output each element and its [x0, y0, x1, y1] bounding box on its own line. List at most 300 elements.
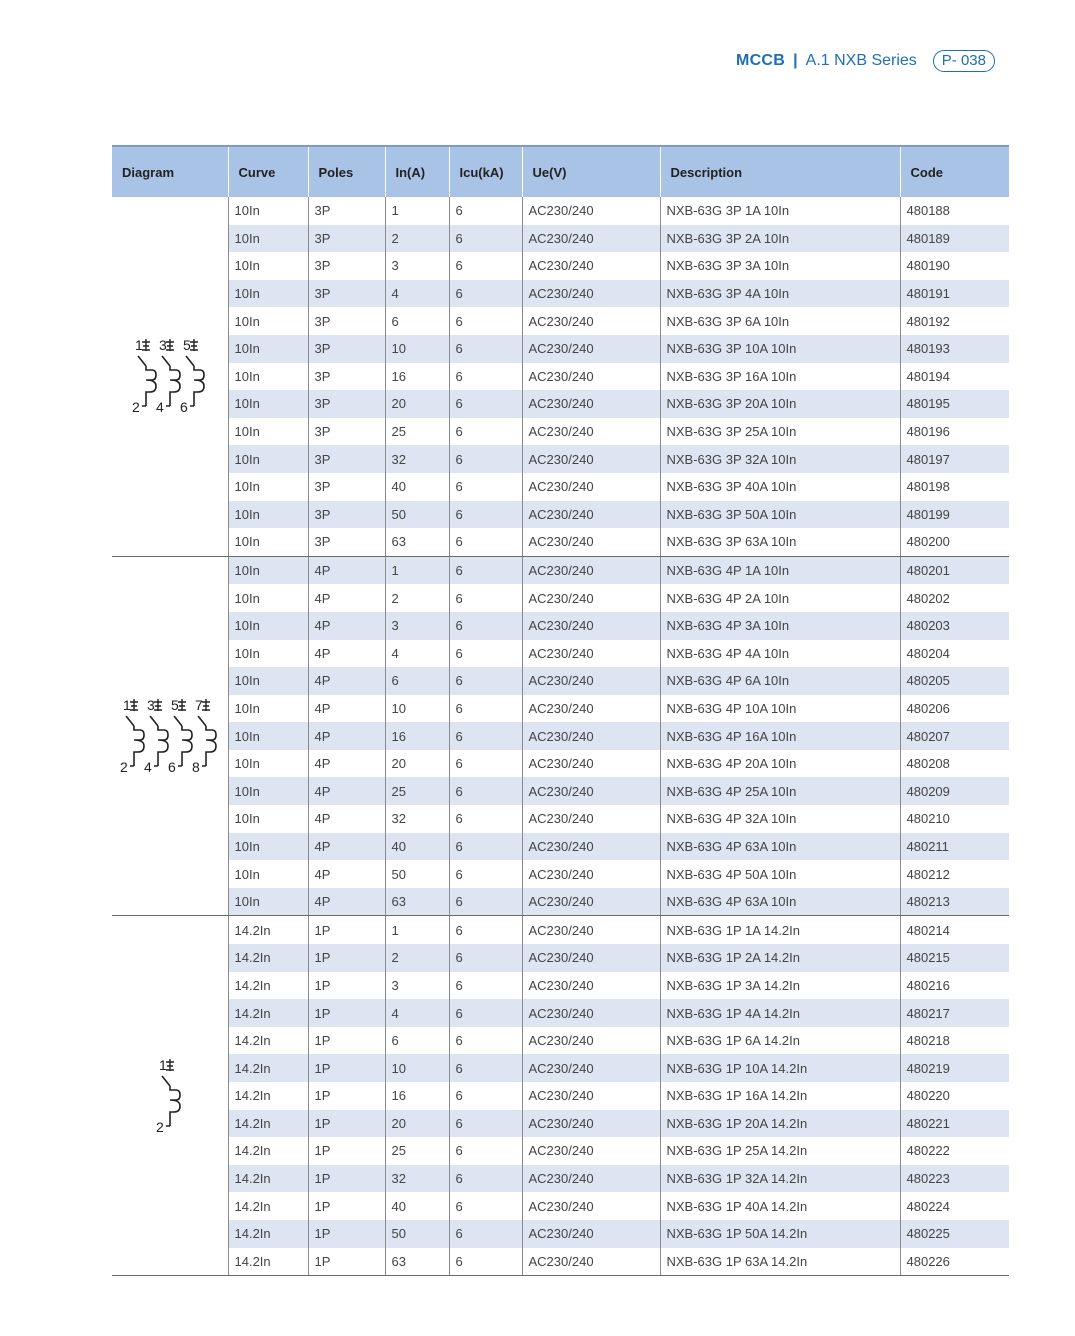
column-header-icu: Icu(kA) — [449, 146, 522, 197]
header-brand: MCCB — [735, 52, 786, 69]
table-row — [112, 612, 1009, 640]
cell-curve: 14.2In — [228, 1137, 308, 1165]
cell-description: NXB-63G 3P 4A 10In — [660, 280, 900, 308]
cell-description: NXB-63G 4P 2A 10In — [660, 584, 900, 612]
cell-in: 20 — [385, 390, 449, 418]
table-row — [112, 833, 1009, 861]
cell-description: NXB-63G 1P 40A 14.2In — [660, 1192, 900, 1220]
cell-ue: AC230/240 — [522, 280, 660, 308]
table-row — [112, 722, 1009, 750]
cell-description: NXB-63G 1P 4A 14.2In — [660, 999, 900, 1027]
cell-icu: 6 — [449, 280, 522, 308]
cell-code: 480199 — [900, 501, 1009, 529]
cell-poles: 3P — [308, 473, 385, 501]
table-row — [112, 1082, 1009, 1110]
cell-icu: 6 — [449, 1027, 522, 1055]
cell-icu: 6 — [449, 1192, 522, 1220]
table-row — [112, 1137, 1009, 1165]
cell-curve: 14.2In — [228, 1110, 308, 1138]
breaker-contact-symbol — [162, 1076, 180, 1126]
cell-description: NXB-63G 4P 3A 10In — [660, 612, 900, 640]
terminal-label-bottom: 6 — [179, 399, 188, 416]
column-header-ue: Ue(V) — [522, 146, 660, 197]
cell-poles: 3P — [308, 390, 385, 418]
cell-description: NXB-63G 4P 63A 10In — [660, 833, 900, 861]
page-header — [736, 50, 995, 72]
cell-in: 25 — [385, 418, 449, 446]
table-row — [112, 197, 1009, 225]
cell-icu: 6 — [449, 860, 522, 888]
cell-description: NXB-63G 4P 20A 10In — [660, 750, 900, 778]
cell-curve: 10In — [228, 335, 308, 363]
terminal-symbol — [142, 339, 150, 351]
cell-poles: 3P — [308, 225, 385, 253]
cell-in: 40 — [385, 473, 449, 501]
cell-icu: 6 — [449, 944, 522, 972]
cell-description: NXB-63G 3P 50A 10In — [660, 501, 900, 529]
cell-poles: 4P — [308, 640, 385, 668]
cell-icu: 6 — [449, 750, 522, 778]
cell-icu: 6 — [449, 528, 522, 556]
cell-icu: 6 — [449, 418, 522, 446]
cell-in: 20 — [385, 1110, 449, 1138]
cell-poles: 3P — [308, 528, 385, 556]
cell-code: 480205 — [900, 667, 1009, 695]
cell-code: 480189 — [900, 225, 1009, 253]
cell-ue: AC230/240 — [522, 307, 660, 335]
table-row — [112, 1110, 1009, 1138]
cell-curve: 14.2In — [228, 944, 308, 972]
cell-curve: 14.2In — [228, 999, 308, 1027]
cell-icu: 6 — [449, 640, 522, 668]
cell-description: NXB-63G 1P 6A 14.2In — [660, 1027, 900, 1055]
cell-ue: AC230/240 — [522, 197, 660, 225]
table-body — [112, 197, 1009, 1276]
diagram-cell — [112, 197, 228, 556]
cell-ue: AC230/240 — [522, 584, 660, 612]
terminal-symbol — [190, 339, 198, 351]
cell-curve: 10In — [228, 501, 308, 529]
cell-icu: 6 — [449, 1110, 522, 1138]
cell-code: 480206 — [900, 695, 1009, 723]
cell-poles: 4P — [308, 750, 385, 778]
cell-icu: 6 — [449, 390, 522, 418]
cell-ue: AC230/240 — [522, 777, 660, 805]
terminal-symbol — [154, 699, 162, 711]
cell-poles: 4P — [308, 584, 385, 612]
cell-poles: 1P — [308, 1192, 385, 1220]
cell-code: 480200 — [900, 528, 1009, 556]
cell-code: 480198 — [900, 473, 1009, 501]
cell-icu: 6 — [449, 363, 522, 391]
cell-curve: 10In — [228, 197, 308, 225]
cell-curve: 10In — [228, 612, 308, 640]
cell-in: 50 — [385, 501, 449, 529]
cell-icu: 6 — [449, 307, 522, 335]
cell-ue: AC230/240 — [522, 1054, 660, 1082]
cell-ue: AC230/240 — [522, 695, 660, 723]
cell-code: 480211 — [900, 833, 1009, 861]
cell-icu: 6 — [449, 252, 522, 280]
cell-poles: 1P — [308, 1248, 385, 1276]
terminal-symbol — [166, 1059, 174, 1071]
cell-icu: 6 — [449, 197, 522, 225]
cell-ue: AC230/240 — [522, 612, 660, 640]
product-spec-table — [112, 145, 1009, 1276]
cell-curve: 10In — [228, 528, 308, 556]
cell-code: 480194 — [900, 363, 1009, 391]
cell-curve: 10In — [228, 722, 308, 750]
cell-in: 16 — [385, 363, 449, 391]
cell-description: NXB-63G 1P 25A 14.2In — [660, 1137, 900, 1165]
cell-icu: 6 — [449, 1248, 522, 1276]
cell-description: NXB-63G 1P 10A 14.2In — [660, 1054, 900, 1082]
cell-poles: 4P — [308, 888, 385, 916]
cell-ue: AC230/240 — [522, 833, 660, 861]
cell-ue: AC230/240 — [522, 1165, 660, 1193]
cell-icu: 6 — [449, 888, 522, 916]
cell-curve: 10In — [228, 860, 308, 888]
cell-ue: AC230/240 — [522, 556, 660, 584]
cell-icu: 6 — [449, 225, 522, 253]
cell-curve: 10In — [228, 252, 308, 280]
breaker-contact-symbol — [162, 356, 180, 406]
cell-curve: 10In — [228, 280, 308, 308]
cell-poles: 3P — [308, 307, 385, 335]
cell-curve: 10In — [228, 695, 308, 723]
cell-description: NXB-63G 3P 16A 10In — [660, 363, 900, 391]
cell-icu: 6 — [449, 1165, 522, 1193]
cell-in: 2 — [385, 584, 449, 612]
cell-in: 10 — [385, 695, 449, 723]
cell-curve: 10In — [228, 473, 308, 501]
cell-curve: 10In — [228, 833, 308, 861]
cell-description: NXB-63G 4P 32A 10In — [660, 805, 900, 833]
column-header-poles: Poles — [308, 146, 385, 197]
cell-code: 480221 — [900, 1110, 1009, 1138]
terminal-label-bottom: 4 — [143, 759, 152, 776]
terminal-label-top: 1 — [134, 337, 143, 354]
cell-icu: 6 — [449, 1082, 522, 1110]
table-row — [112, 1220, 1009, 1248]
cell-description: NXB-63G 4P 6A 10In — [660, 667, 900, 695]
cell-poles: 3P — [308, 363, 385, 391]
table-row — [112, 335, 1009, 363]
cell-ue: AC230/240 — [522, 916, 660, 944]
table-row — [112, 695, 1009, 723]
table-row — [112, 556, 1009, 584]
cell-curve: 10In — [228, 750, 308, 778]
cell-ue: AC230/240 — [522, 999, 660, 1027]
cell-poles: 4P — [308, 556, 385, 584]
cell-description: NXB-63G 3P 6A 10In — [660, 307, 900, 335]
cell-in: 6 — [385, 307, 449, 335]
cell-poles: 4P — [308, 805, 385, 833]
table-row — [112, 1027, 1009, 1055]
terminal-label-top: 3 — [158, 337, 167, 354]
cell-ue: AC230/240 — [522, 722, 660, 750]
terminal-label-bottom: 2 — [155, 1118, 164, 1135]
cell-poles: 1P — [308, 1165, 385, 1193]
cell-poles: 1P — [308, 916, 385, 944]
cell-code: 480226 — [900, 1248, 1009, 1276]
table-row — [112, 667, 1009, 695]
cell-in: 16 — [385, 722, 449, 750]
cell-ue: AC230/240 — [522, 335, 660, 363]
cell-code: 480213 — [900, 888, 1009, 916]
table-row — [112, 1192, 1009, 1220]
cell-poles: 4P — [308, 833, 385, 861]
page-number-badge: P- 038 — [933, 50, 995, 72]
table-row — [112, 252, 1009, 280]
cell-description: NXB-63G 1P 63A 14.2In — [660, 1248, 900, 1276]
terminal-symbol — [202, 699, 210, 711]
table-row — [112, 1248, 1009, 1276]
cell-description: NXB-63G 1P 3A 14.2In — [660, 972, 900, 1000]
cell-icu: 6 — [449, 445, 522, 473]
cell-poles: 1P — [308, 944, 385, 972]
table-row — [112, 640, 1009, 668]
terminal-symbol — [166, 339, 174, 351]
cell-ue: AC230/240 — [522, 1027, 660, 1055]
breaker-contact-symbol — [186, 356, 204, 406]
table-row — [112, 999, 1009, 1027]
cell-ue: AC230/240 — [522, 888, 660, 916]
cell-icu: 6 — [449, 833, 522, 861]
cell-code: 480219 — [900, 1054, 1009, 1082]
breaker-contact-symbol — [138, 356, 156, 406]
cell-icu: 6 — [449, 667, 522, 695]
cell-ue: AC230/240 — [522, 972, 660, 1000]
cell-in: 2 — [385, 225, 449, 253]
cell-code: 480188 — [900, 197, 1009, 225]
terminal-label-bottom: 2 — [119, 759, 128, 776]
table-row — [112, 888, 1009, 916]
cell-in: 3 — [385, 252, 449, 280]
cell-icu: 6 — [449, 584, 522, 612]
cell-in: 32 — [385, 805, 449, 833]
table-row — [112, 390, 1009, 418]
cell-ue: AC230/240 — [522, 252, 660, 280]
cell-in: 50 — [385, 860, 449, 888]
cell-in: 63 — [385, 1248, 449, 1276]
breaker-contact-symbol — [198, 716, 216, 766]
cell-ue: AC230/240 — [522, 1248, 660, 1276]
cell-poles: 4P — [308, 695, 385, 723]
cell-poles: 4P — [308, 722, 385, 750]
cell-in: 4 — [385, 280, 449, 308]
cell-poles: 1P — [308, 1220, 385, 1248]
cell-ue: AC230/240 — [522, 445, 660, 473]
table-row — [112, 501, 1009, 529]
cell-curve: 10In — [228, 556, 308, 584]
table-row — [112, 805, 1009, 833]
cell-curve: 10In — [228, 584, 308, 612]
cell-poles: 3P — [308, 501, 385, 529]
cell-ue: AC230/240 — [522, 501, 660, 529]
cell-poles: 4P — [308, 860, 385, 888]
cell-code: 480208 — [900, 750, 1009, 778]
cell-ue: AC230/240 — [522, 667, 660, 695]
cell-in: 32 — [385, 445, 449, 473]
cell-code: 480207 — [900, 722, 1009, 750]
cell-code: 480217 — [900, 999, 1009, 1027]
cell-poles: 1P — [308, 1082, 385, 1110]
breaker-contact-symbol — [126, 716, 144, 766]
cell-poles: 1P — [308, 999, 385, 1027]
cell-in: 63 — [385, 528, 449, 556]
diagram-cell — [112, 556, 228, 916]
cell-in: 1 — [385, 556, 449, 584]
cell-description: NXB-63G 3P 3A 10In — [660, 252, 900, 280]
column-header-code: Code — [900, 146, 1009, 197]
cell-in: 6 — [385, 1027, 449, 1055]
cell-curve: 10In — [228, 445, 308, 473]
cell-curve: 14.2In — [228, 1248, 308, 1276]
breaker-contact-symbol — [150, 716, 168, 766]
cell-ue: AC230/240 — [522, 1137, 660, 1165]
breaker-contact-symbol — [174, 716, 192, 766]
table-row — [112, 363, 1009, 391]
cell-description: NXB-63G 4P 10A 10In — [660, 695, 900, 723]
table-header-row — [112, 146, 1009, 197]
header-series: A.1 NXB Series — [805, 52, 917, 69]
cell-code: 480220 — [900, 1082, 1009, 1110]
table-row — [112, 528, 1009, 556]
cell-ue: AC230/240 — [522, 363, 660, 391]
cell-poles: 3P — [308, 197, 385, 225]
cell-ue: AC230/240 — [522, 1082, 660, 1110]
terminal-label-bottom: 4 — [155, 399, 164, 416]
cell-code: 480224 — [900, 1192, 1009, 1220]
table-row — [112, 860, 1009, 888]
column-header-diagram: Diagram — [112, 146, 228, 197]
table-row — [112, 1165, 1009, 1193]
terminal-symbol — [178, 699, 186, 711]
cell-in: 3 — [385, 972, 449, 1000]
table-row — [112, 750, 1009, 778]
cell-icu: 6 — [449, 612, 522, 640]
cell-description: NXB-63G 3P 40A 10In — [660, 473, 900, 501]
4-pole-breaker-diagram-icon — [118, 696, 222, 776]
cell-icu: 6 — [449, 916, 522, 944]
terminal-label-bottom: 8 — [191, 759, 200, 776]
table-row — [112, 1054, 1009, 1082]
cell-code: 480222 — [900, 1137, 1009, 1165]
cell-ue: AC230/240 — [522, 860, 660, 888]
cell-poles: 4P — [308, 777, 385, 805]
cell-description: NXB-63G 3P 10A 10In — [660, 335, 900, 363]
cell-in: 1 — [385, 916, 449, 944]
cell-description: NXB-63G 4P 16A 10In — [660, 722, 900, 750]
cell-icu: 6 — [449, 1137, 522, 1165]
terminal-label-top: 7 — [194, 697, 203, 714]
column-header-description: Description — [660, 146, 900, 197]
terminal-label-top: 1 — [158, 1056, 167, 1073]
terminal-label-bottom: 6 — [167, 759, 176, 776]
cell-code: 480201 — [900, 556, 1009, 584]
cell-description: NXB-63G 3P 32A 10In — [660, 445, 900, 473]
table-row — [112, 280, 1009, 308]
cell-curve: 10In — [228, 667, 308, 695]
cell-code: 480209 — [900, 777, 1009, 805]
cell-icu: 6 — [449, 501, 522, 529]
cell-in: 2 — [385, 944, 449, 972]
cell-ue: AC230/240 — [522, 1220, 660, 1248]
cell-curve: 14.2In — [228, 1082, 308, 1110]
cell-curve: 10In — [228, 805, 308, 833]
cell-in: 25 — [385, 777, 449, 805]
cell-poles: 1P — [308, 1137, 385, 1165]
cell-ue: AC230/240 — [522, 473, 660, 501]
cell-in: 6 — [385, 667, 449, 695]
3-pole-breaker-diagram-icon — [130, 336, 210, 416]
terminal-label-top: 5 — [182, 337, 191, 354]
cell-code: 480193 — [900, 335, 1009, 363]
cell-poles: 3P — [308, 252, 385, 280]
cell-in: 16 — [385, 1082, 449, 1110]
cell-curve: 10In — [228, 640, 308, 668]
cell-code: 480214 — [900, 916, 1009, 944]
cell-code: 480218 — [900, 1027, 1009, 1055]
cell-in: 1 — [385, 197, 449, 225]
cell-description: NXB-63G 4P 1A 10In — [660, 556, 900, 584]
cell-curve: 10In — [228, 418, 308, 446]
cell-in: 10 — [385, 1054, 449, 1082]
cell-in: 20 — [385, 750, 449, 778]
cell-icu: 6 — [449, 999, 522, 1027]
cell-curve: 10In — [228, 777, 308, 805]
cell-code: 480223 — [900, 1165, 1009, 1193]
cell-ue: AC230/240 — [522, 640, 660, 668]
cell-in: 40 — [385, 833, 449, 861]
terminal-label-top: 3 — [146, 697, 155, 714]
column-header-curve: Curve — [228, 146, 308, 197]
cell-ue: AC230/240 — [522, 528, 660, 556]
cell-in: 25 — [385, 1137, 449, 1165]
cell-icu: 6 — [449, 1220, 522, 1248]
cell-in: 4 — [385, 640, 449, 668]
cell-in: 40 — [385, 1192, 449, 1220]
cell-icu: 6 — [449, 473, 522, 501]
cell-code: 480216 — [900, 972, 1009, 1000]
cell-description: NXB-63G 1P 32A 14.2In — [660, 1165, 900, 1193]
cell-code: 480192 — [900, 307, 1009, 335]
cell-curve: 14.2In — [228, 1192, 308, 1220]
cell-poles: 3P — [308, 280, 385, 308]
cell-ue: AC230/240 — [522, 805, 660, 833]
cell-description: NXB-63G 4P 4A 10In — [660, 640, 900, 668]
cell-curve: 10In — [228, 225, 308, 253]
cell-ue: AC230/240 — [522, 1192, 660, 1220]
cell-code: 480196 — [900, 418, 1009, 446]
1-pole-breaker-diagram-icon — [154, 1056, 186, 1136]
terminal-label-top: 1 — [122, 697, 131, 714]
table-row — [112, 916, 1009, 944]
cell-poles: 3P — [308, 335, 385, 363]
cell-description: NXB-63G 3P 1A 10In — [660, 197, 900, 225]
cell-icu: 6 — [449, 556, 522, 584]
table-row — [112, 777, 1009, 805]
table-row — [112, 307, 1009, 335]
cell-in: 63 — [385, 888, 449, 916]
cell-icu: 6 — [449, 972, 522, 1000]
cell-description: NXB-63G 3P 2A 10In — [660, 225, 900, 253]
cell-code: 480190 — [900, 252, 1009, 280]
cell-code: 480191 — [900, 280, 1009, 308]
cell-poles: 4P — [308, 667, 385, 695]
cell-icu: 6 — [449, 335, 522, 363]
